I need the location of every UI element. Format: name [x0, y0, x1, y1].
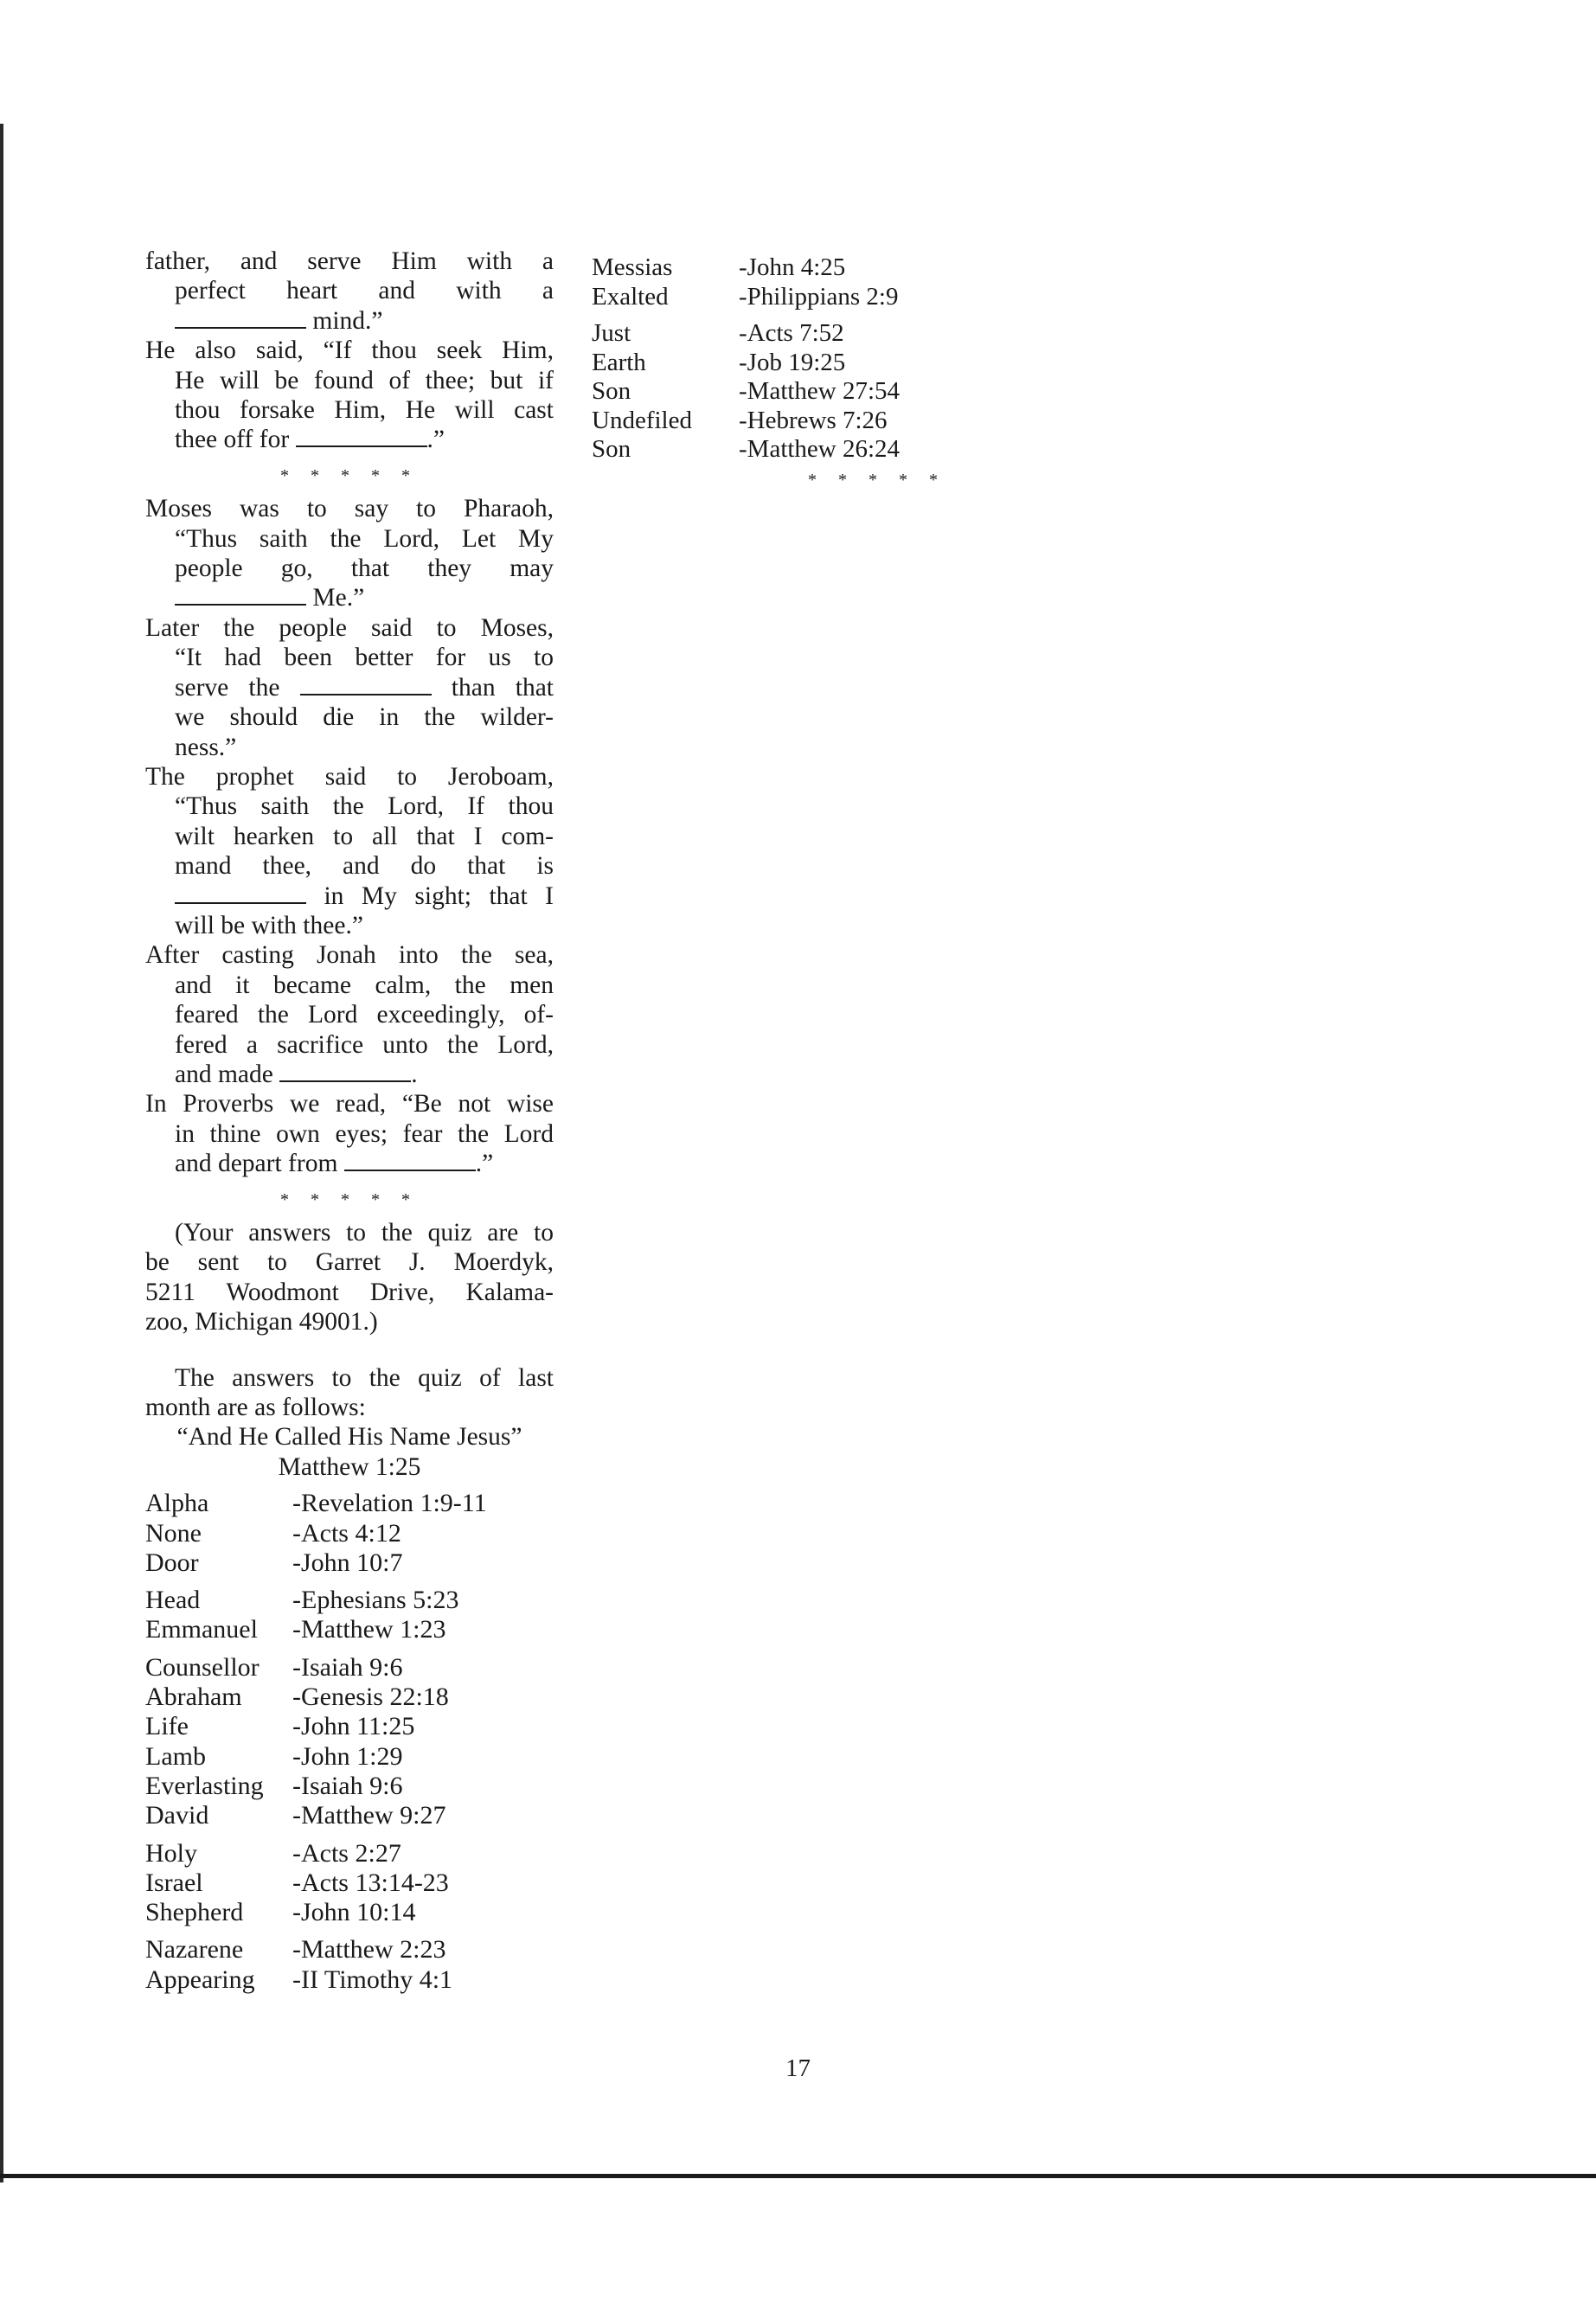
- answer-row: [145, 1898, 554, 1927]
- answer-reference: -Ephesians 5:23: [292, 1586, 459, 1615]
- text-line: month are as follows:: [145, 1394, 366, 1422]
- text-fragment: will be with thee.”: [175, 911, 363, 939]
- answer-word: Counsellor: [145, 1652, 260, 1682]
- text-line: [145, 425, 554, 454]
- text-fragment: “Thus saith the Lord, If thou: [175, 792, 554, 821]
- text-line: [145, 971, 554, 1000]
- answer-group: [145, 1839, 554, 1928]
- text-line: [145, 1119, 554, 1149]
- answer-row: [145, 1801, 554, 1830]
- text-line: [145, 702, 554, 732]
- text-line: [145, 583, 554, 612]
- answer-group: [592, 253, 1163, 311]
- text-line: zoo, Michigan 49001.): [145, 1308, 378, 1336]
- text-fragment: and it became calm, the men: [175, 971, 554, 999]
- text-fragment: Me.”: [306, 584, 365, 612]
- answer-word: Earth: [592, 348, 646, 376]
- answer-reference: -Isaiah 9:6: [292, 1652, 403, 1682]
- answer-reference: -Matthew 26:24: [739, 435, 901, 463]
- answer-word: Son: [592, 377, 631, 405]
- text-fragment: fered a sacrifice unto the Lord,: [175, 1030, 554, 1059]
- text-fragment: and depart from: [175, 1150, 344, 1178]
- text-line: [145, 881, 554, 911]
- scan-left-edge: [0, 124, 3, 2182]
- answer-row: [145, 1772, 554, 1801]
- text-line: 5211 Woodmont Drive, Kalama-: [145, 1278, 554, 1306]
- text-line: [145, 822, 554, 851]
- text-line: [145, 494, 554, 523]
- text-fragment: He also said, “If thou seek Him,: [145, 336, 554, 365]
- answer-row: [145, 1935, 554, 1965]
- answer-reference: -John 4:25: [739, 253, 846, 281]
- text-line: [145, 395, 554, 425]
- answer-row: [592, 283, 1163, 312]
- column-quiz: [145, 247, 554, 1995]
- text-fragment: Moses was to say to Pharaoh,: [145, 495, 554, 523]
- answer-reference: -Hebrews 7:26: [739, 406, 888, 434]
- answer-blank: [175, 585, 306, 606]
- scan-top-margin: [0, 0, 1596, 124]
- answer-word: Emmanuel: [145, 1615, 258, 1644]
- answer-word: Appearing: [145, 1965, 255, 1994]
- answer-row: [592, 407, 1163, 436]
- text-line: [145, 643, 554, 672]
- text-fragment: He will be found of thee; but if: [175, 366, 554, 394]
- text-fragment: and made: [175, 1060, 280, 1088]
- text-line: [145, 1000, 554, 1029]
- text-line: [145, 940, 554, 970]
- answer-group: [145, 1586, 554, 1645]
- answer-word: Head: [145, 1586, 201, 1615]
- answer-group: [145, 1935, 554, 1995]
- answer-row: [145, 1615, 554, 1644]
- answer-reference: -Acts 13:14-23: [292, 1868, 449, 1897]
- text-line: (Your answers to the quiz are to: [175, 1219, 554, 1247]
- answer-reference: -John 10:7: [292, 1548, 403, 1577]
- answer-reference: -John 11:25: [292, 1712, 415, 1741]
- scan-bottom-edge: [0, 2174, 1596, 2178]
- text-line: [145, 911, 554, 940]
- answer-reference: -Isaiah 9:6: [292, 1771, 403, 1800]
- text-fragment: “Thus saith the Lord, Let My: [175, 524, 554, 553]
- section-divider: * * * * *: [280, 1189, 419, 1209]
- answer-row: [592, 377, 1163, 407]
- text-fragment: feared the Lord exceedingly, of-: [175, 1001, 554, 1029]
- text-fragment: ness.”: [175, 733, 237, 761]
- text-fragment: father, and serve Him with a: [145, 247, 554, 275]
- answer-reference: -Revelation 1:9-11: [292, 1489, 487, 1518]
- section-divider: * * * * *: [280, 465, 419, 485]
- text-line: [145, 673, 554, 702]
- answer-group: [592, 319, 1163, 465]
- answer-word: Son: [592, 435, 631, 463]
- text-fragment: .: [411, 1060, 418, 1088]
- answer-reference: -Acts 2:27: [292, 1838, 401, 1868]
- answer-reference: -John 1:29: [292, 1741, 403, 1771]
- answer-blank: [344, 1150, 476, 1171]
- section-divider: * * * * *: [808, 470, 946, 490]
- text-fragment: people go, that they may: [175, 554, 554, 583]
- text-fragment: wilt hearken to all that I com-: [175, 822, 554, 850]
- text-line: [145, 524, 554, 554]
- quiz-questions-continued: [145, 247, 554, 455]
- answer-row: [145, 1965, 554, 1995]
- answer-row: [592, 435, 1163, 465]
- text-fragment: Later the people said to Moses,: [145, 613, 554, 642]
- answer-blank: [279, 1061, 411, 1082]
- text-fragment: The prophet said to Jeroboam,: [145, 762, 554, 791]
- text-line: [145, 1149, 554, 1178]
- answer-row: [145, 1839, 554, 1868]
- answer-group: [145, 1653, 554, 1831]
- answers-reference: Matthew 1:25: [278, 1452, 421, 1481]
- answer-row: [145, 1548, 554, 1578]
- text-line: [145, 306, 554, 336]
- answer-reference: -John 10:14: [292, 1898, 416, 1927]
- answer-row: [592, 253, 1163, 283]
- answer-word: Exalted: [592, 282, 669, 311]
- text-fragment: in thine own eyes; fear the Lord: [175, 1119, 554, 1148]
- answer-reference: -Matthew 1:23: [292, 1615, 446, 1644]
- text-fragment: serve the: [175, 673, 300, 702]
- answer-reference: -Job 19:25: [739, 348, 846, 376]
- answer-reference: -Philippians 2:9: [739, 282, 899, 311]
- text-line: [145, 613, 554, 643]
- answer-word: Alpha: [145, 1489, 209, 1518]
- answer-reference: -Matthew 27:54: [739, 377, 901, 405]
- answer-blank: [296, 426, 427, 447]
- answer-reference: -Matthew 9:27: [292, 1801, 446, 1830]
- text-fragment: perfect heart and with a: [175, 277, 554, 305]
- answer-row: [145, 1712, 554, 1741]
- text-line: [145, 762, 554, 792]
- text-line: [145, 247, 554, 276]
- answer-list: [145, 1489, 554, 1995]
- answer-row: [145, 1742, 554, 1772]
- text-fragment: In Proverbs we read, “Be not wise: [145, 1090, 554, 1118]
- answer-row: [145, 1519, 554, 1548]
- answer-word: Holy: [145, 1838, 197, 1868]
- text-fragment: we should die in the wilder-: [175, 703, 554, 732]
- answer-group: [145, 1489, 554, 1578]
- answer-reference: -II Timothy 4:1: [292, 1965, 453, 1994]
- answer-word: Shepherd: [145, 1898, 244, 1927]
- text-line: [145, 1060, 554, 1089]
- answer-word: Door: [145, 1548, 199, 1577]
- answer-blank: [300, 675, 432, 695]
- text-line: [145, 792, 554, 821]
- text-fragment: in My sight; that I: [306, 881, 554, 910]
- text-line: The answers to the quiz of last: [175, 1363, 554, 1392]
- answer-word: Nazarene: [145, 1935, 244, 1965]
- column-answers-received: [592, 247, 1163, 494]
- answer-word: David: [145, 1801, 209, 1830]
- text-line: [145, 733, 554, 762]
- answer-reference: -Matthew 2:23: [292, 1935, 446, 1965]
- answer-word: Messias: [592, 253, 673, 281]
- text-line: [145, 276, 554, 305]
- text-fragment: .”: [475, 1150, 494, 1178]
- text-line: be sent to Garret J. Moerdyk,: [145, 1248, 554, 1277]
- answer-reference: -Genesis 22:18: [292, 1682, 449, 1712]
- answer-word: Abraham: [145, 1682, 242, 1712]
- text-fragment: After casting Jonah into the sea,: [145, 941, 554, 970]
- answer-word: Undefiled: [592, 406, 692, 434]
- answers-intro: [145, 1363, 554, 1423]
- answer-row: [145, 1682, 554, 1712]
- text-fragment: mand thee, and do that is: [175, 852, 554, 881]
- answer-reference: -Acts 4:12: [292, 1518, 401, 1548]
- answer-row: [145, 1868, 554, 1898]
- page-number: 17: [785, 2054, 811, 2082]
- answer-reference: -Acts 7:52: [739, 319, 844, 347]
- text-line: [145, 336, 554, 365]
- answer-row: [592, 319, 1163, 349]
- answer-row: [592, 349, 1163, 378]
- text-line: [145, 1089, 554, 1118]
- answer-row: [145, 1489, 554, 1518]
- answer-word: Israel: [145, 1868, 203, 1897]
- text-fragment: thee off for: [175, 426, 296, 454]
- answer-word: Lamb: [145, 1741, 206, 1771]
- quiz-questions: [145, 494, 554, 1178]
- answer-list-continued: [592, 253, 1163, 465]
- text-line: [145, 554, 554, 583]
- answers-title: “And He Called His Name Jesus”: [176, 1423, 522, 1452]
- answer-blank: [175, 883, 306, 904]
- answer-row: [145, 1653, 554, 1682]
- text-fragment: mind.”: [306, 306, 383, 335]
- text-line: [145, 851, 554, 881]
- answer-blank: [175, 308, 306, 329]
- answer-word: Just: [592, 319, 631, 347]
- text-fragment: than that: [431, 673, 554, 702]
- text-line: [145, 366, 554, 395]
- answer-word: Everlasting: [145, 1771, 264, 1800]
- text-fragment: “It had been better for us to: [175, 644, 554, 672]
- answer-row: [145, 1586, 554, 1615]
- text-line: [145, 1030, 554, 1060]
- text-fragment: thou forsake Him, He will cast: [175, 396, 554, 425]
- answer-word: Life: [145, 1712, 189, 1741]
- answer-word: None: [145, 1518, 202, 1548]
- text-fragment: .”: [426, 426, 445, 454]
- mailing-address: [145, 1218, 554, 1337]
